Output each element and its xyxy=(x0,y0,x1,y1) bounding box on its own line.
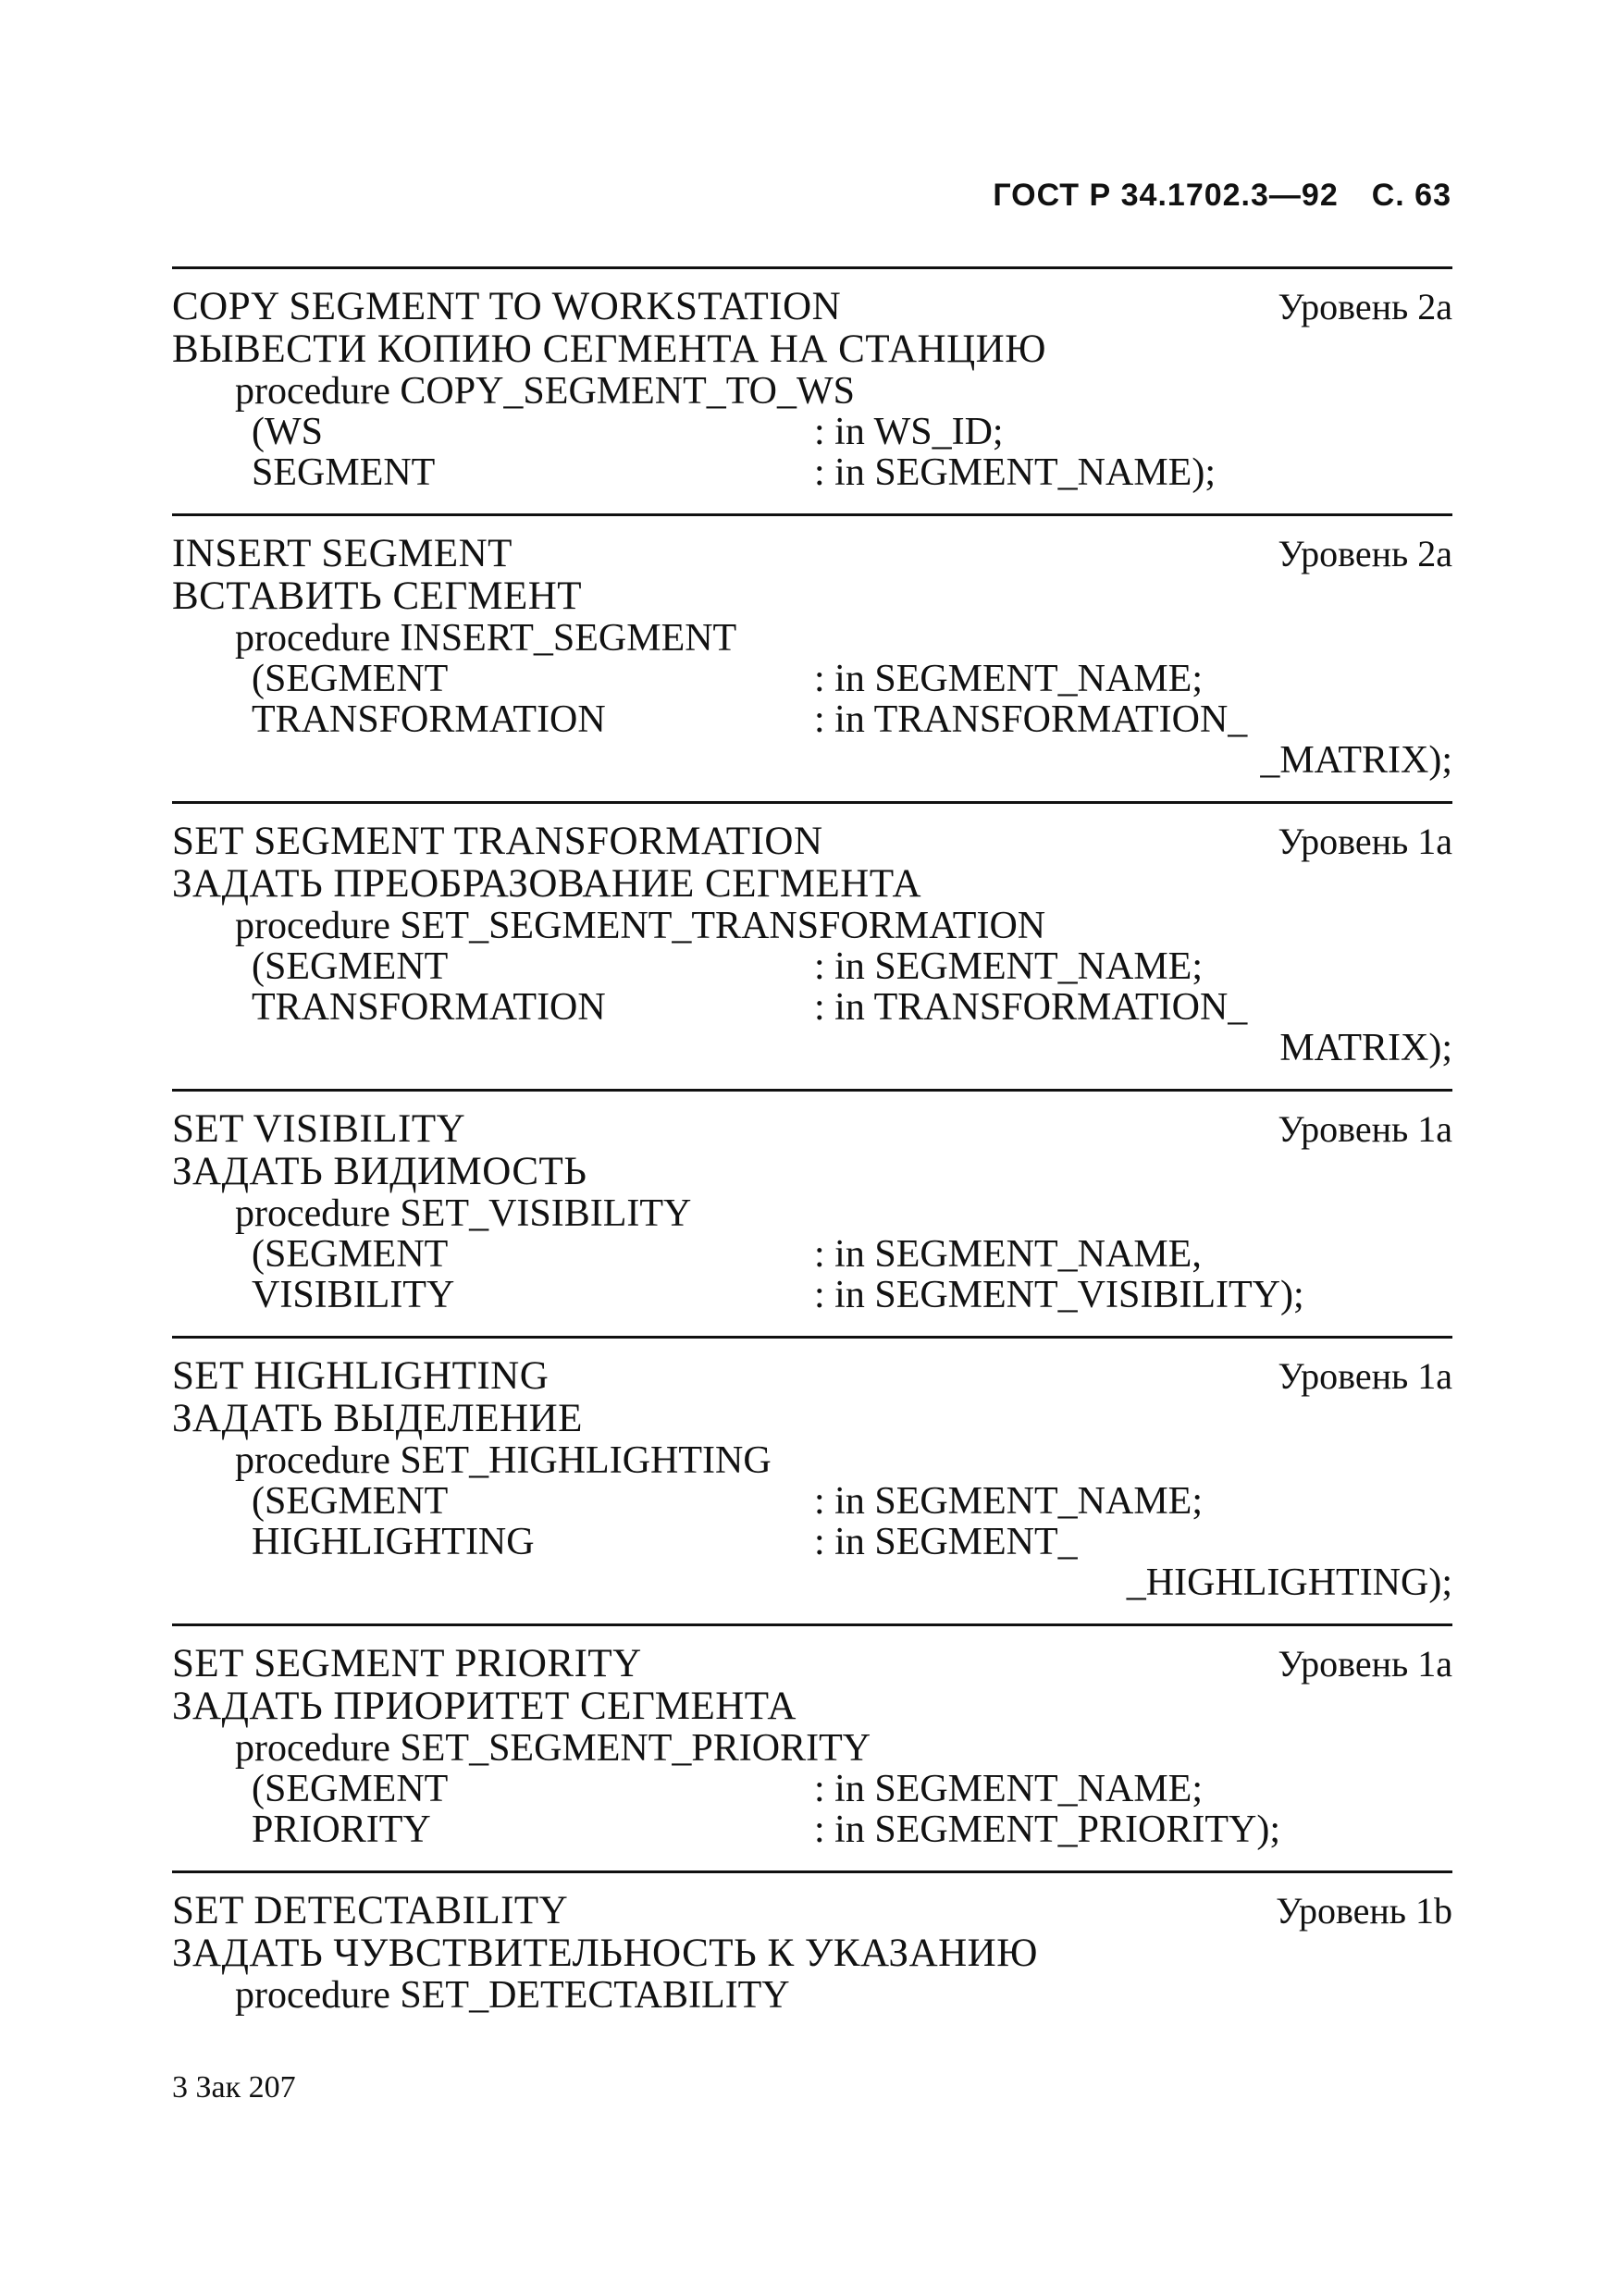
parameter-name: VISIBILITY xyxy=(252,1274,455,1316)
function-name-en: SET SEGMENT PRIORITY xyxy=(172,1642,642,1685)
parameter-name: (SEGMENT xyxy=(252,1768,449,1810)
procedure-entry xyxy=(172,1355,1452,1603)
function-name-ru: ВЫВЕСТИ КОПИЮ СЕГМЕНТА НА СТАНЦИЮ xyxy=(172,327,1046,371)
parameter-row xyxy=(172,946,1452,987)
level-label: Уровень 1a xyxy=(1278,1108,1452,1150)
parameter-type: : in TRANSFORMATION_ xyxy=(814,698,1248,741)
parameter-row xyxy=(172,987,1452,1028)
section-divider xyxy=(172,513,1452,516)
parameter-type: : in SEGMENT_NAME; xyxy=(814,1768,1203,1810)
parameter-name: (SEGMENT xyxy=(252,1233,449,1276)
parameter-type: : in TRANSFORMATION_ xyxy=(814,986,1248,1029)
page-header xyxy=(993,178,1451,214)
parameter-type: : in SEGMENT_NAME; xyxy=(814,945,1203,988)
parameter-type: : in WS_ID; xyxy=(814,411,1004,453)
section-divider xyxy=(172,1623,1452,1626)
parameter-row xyxy=(172,1769,1452,1809)
entry-title-row xyxy=(172,1108,1452,1151)
parameter-row xyxy=(172,1275,1452,1315)
function-name-ru: ВСТАВИТЬ СЕГМЕНТ xyxy=(172,574,583,618)
parameter-name: TRANSFORMATION xyxy=(252,986,606,1029)
parameter-name: SEGMENT xyxy=(252,451,436,494)
parameter-row xyxy=(172,452,1452,493)
function-name-ru: ЗАДАТЬ ЧУВСТВИТЕЛЬНОСТЬ К УКАЗАНИЮ xyxy=(172,1932,1038,1975)
procedure-signature: procedure SET_SEGMENT_TRANSFORMATION xyxy=(235,905,1046,947)
procedure-list xyxy=(172,266,1452,2036)
parameter-name: (WS xyxy=(252,411,323,453)
level-label: Уровень 1b xyxy=(1276,1890,1452,1932)
parameter-name: TRANSFORMATION xyxy=(252,698,606,741)
function-name-en: SET SEGMENT TRANSFORMATION xyxy=(172,820,823,863)
parameter-row xyxy=(172,699,1452,740)
section-divider xyxy=(172,801,1452,804)
function-name-ru: ЗАДАТЬ ВЫДЕЛЕНИЕ xyxy=(172,1397,583,1440)
function-name-en: SET DETECTABILITY xyxy=(172,1889,569,1932)
procedure-signature: procedure SET_DETECTABILITY xyxy=(235,1974,790,2017)
function-name-en: SET HIGHLIGHTING xyxy=(172,1354,550,1398)
parameter-row xyxy=(172,412,1452,452)
section-divider xyxy=(172,266,1452,269)
procedure-signature: procedure SET_HIGHLIGHTING xyxy=(235,1439,772,1482)
type-continuation: MATRIX); xyxy=(1279,1027,1452,1069)
function-name-ru: ЗАДАТЬ ПРИОРИТЕТ СЕГМЕНТА xyxy=(172,1685,797,1728)
parameter-type: : in SEGMENT_NAME; xyxy=(814,658,1203,700)
parameter-type: : in SEGMENT_NAME; xyxy=(814,1480,1203,1523)
level-label: Уровень 1a xyxy=(1278,1643,1452,1685)
parameter-row xyxy=(172,1522,1452,1562)
level-label: Уровень 2a xyxy=(1278,533,1452,574)
function-name-ru: ЗАДАТЬ ПРЕОБРАЗОВАНИЕ СЕГМЕНТА xyxy=(172,862,921,906)
print-order-note: 3 Зак 207 xyxy=(172,2070,296,2105)
level-label: Уровень 1a xyxy=(1278,1355,1452,1397)
function-name-ru: ЗАДАТЬ ВИДИМОСТЬ xyxy=(172,1150,587,1193)
section-divider xyxy=(172,1870,1452,1873)
standard-number: ГОСТ Р 34.1702.3—92 xyxy=(993,178,1339,213)
procedure-entry xyxy=(172,1108,1452,1315)
entry-title-row xyxy=(172,533,1452,575)
procedure-entry xyxy=(172,286,1452,493)
entry-title-row xyxy=(172,1355,1452,1398)
type-continuation: _HIGHLIGHTING); xyxy=(1126,1562,1452,1604)
type-continuation: _MATRIX); xyxy=(1260,739,1452,782)
entry-title-row xyxy=(172,286,1452,328)
function-name-en: COPY SEGMENT TO WORKSTATION xyxy=(172,285,842,328)
entry-title-row xyxy=(172,1890,1452,1932)
section-divider xyxy=(172,1336,1452,1339)
procedure-entry xyxy=(172,533,1452,781)
parameter-type: : in SEGMENT_PRIORITY); xyxy=(814,1808,1280,1851)
entry-title-row xyxy=(172,1643,1452,1685)
parameter-row xyxy=(172,659,1452,699)
parameter-row xyxy=(172,1809,1452,1850)
procedure-signature: procedure COPY_SEGMENT_TO_WS xyxy=(235,370,855,413)
parameter-name: (SEGMENT xyxy=(252,1480,449,1523)
page-number: С. 63 xyxy=(1371,178,1451,213)
parameter-type: : in SEGMENT_NAME, xyxy=(814,1233,1202,1276)
procedure-entry xyxy=(172,1643,1452,1850)
parameter-row xyxy=(172,1234,1452,1275)
parameter-type: : in SEGMENT_VISIBILITY); xyxy=(814,1274,1304,1316)
level-label: Уровень 2a xyxy=(1278,286,1452,327)
parameter-name: (SEGMENT xyxy=(252,658,449,700)
procedure-signature: procedure INSERT_SEGMENT xyxy=(235,617,737,660)
parameter-type: : in SEGMENT_ xyxy=(814,1521,1078,1563)
procedure-entry xyxy=(172,821,1452,1068)
section-divider xyxy=(172,1089,1452,1092)
procedure-signature: procedure SET_SEGMENT_PRIORITY xyxy=(235,1727,871,1770)
parameter-name: PRIORITY xyxy=(252,1808,431,1851)
parameter-name: HIGHLIGHTING xyxy=(252,1521,535,1563)
parameter-name: (SEGMENT xyxy=(252,945,449,988)
parameter-row xyxy=(172,1481,1452,1522)
procedure-signature: procedure SET_VISIBILITY xyxy=(235,1192,692,1235)
function-name-en: INSERT SEGMENT xyxy=(172,532,513,575)
level-label: Уровень 1a xyxy=(1278,821,1452,862)
function-name-en: SET VISIBILITY xyxy=(172,1107,466,1151)
entry-title-row xyxy=(172,821,1452,863)
procedure-entry xyxy=(172,1890,1452,2016)
parameter-type: : in SEGMENT_NAME); xyxy=(814,451,1216,494)
